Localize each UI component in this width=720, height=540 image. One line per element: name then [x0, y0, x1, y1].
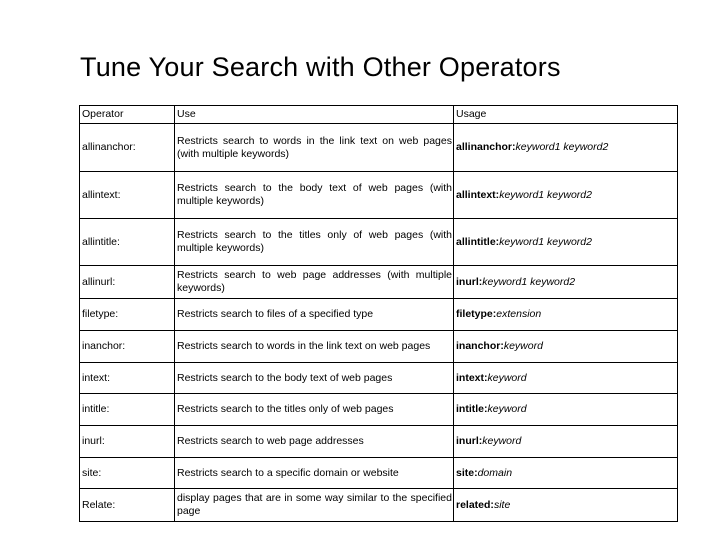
operator-cell: site: [80, 458, 175, 489]
usage-operator: site: [456, 466, 478, 479]
use-cell: Restricts search to a specific domain or website [175, 458, 454, 489]
table-header-row [80, 106, 678, 124]
header-usage: Usage [454, 106, 678, 124]
operator-cell: intext: [80, 363, 175, 394]
use-cell: Restricts search to the body text of web pages (with multiple keywords) [175, 172, 454, 219]
use-cell: Restricts search to web page addresses (with multiple keywords) [175, 266, 454, 299]
use-cell: Restricts search to words in the link text on web pages (with multiple keywords) [175, 124, 454, 172]
operator-cell: allintext: [80, 172, 175, 219]
usage-argument: keyword [487, 371, 527, 384]
operator-cell: filetype: [80, 299, 175, 331]
slide-title: Tune Your Search with Other Operators [80, 52, 561, 82]
use-cell: display pages that are in some way similar to the specified page [175, 489, 454, 522]
use-cell: Restricts search to files of a specified type [175, 299, 454, 331]
usage-cell [454, 331, 678, 363]
use-cell: Restricts search to web page addresses [175, 426, 454, 458]
use-cell: Restricts search to words in the link text on web pages [175, 331, 454, 363]
operator-cell: allintitle: [80, 219, 175, 266]
operators-table [79, 105, 678, 522]
table-row [80, 426, 678, 458]
operator-cell: inurl: [80, 426, 175, 458]
usage-cell [454, 458, 678, 489]
usage-argument: keyword1 keyword2 [482, 275, 576, 288]
use-cell: Restricts search to the titles only of web pages [175, 394, 454, 426]
usage-operator: related: [456, 498, 494, 511]
usage-argument: keyword1 keyword2 [515, 141, 609, 153]
operator-cell: inanchor: [80, 331, 175, 363]
table-row [80, 219, 678, 266]
header-use: Use [175, 106, 454, 124]
table-row [80, 124, 678, 172]
usage-operator: inurl: [456, 435, 483, 447]
usage-argument: extension [496, 308, 542, 320]
usage-argument: domain [477, 466, 513, 479]
usage-operator: allintext: [456, 188, 500, 201]
table-row [80, 458, 678, 489]
table-row [80, 489, 678, 522]
usage-cell [454, 266, 678, 299]
usage-operator: allinanchor: [456, 141, 516, 153]
usage-cell [454, 394, 678, 426]
use-cell: Restricts search to the body text of web pages [175, 363, 454, 394]
table-row [80, 299, 678, 331]
table-row [80, 331, 678, 363]
operator-cell: allinanchor: [80, 124, 175, 172]
usage-operator: allintitle: [456, 235, 500, 248]
usage-operator: intitle: [456, 403, 488, 415]
table-row [80, 363, 678, 394]
table-row [80, 172, 678, 219]
usage-argument: keyword [487, 403, 527, 415]
usage-argument: keyword [482, 435, 522, 447]
usage-argument: keyword1 keyword2 [499, 188, 592, 201]
header-operator: Operator [80, 106, 175, 124]
operator-cell: allinurl: [80, 266, 175, 299]
usage-operator: intext: [456, 371, 488, 384]
usage-cell [454, 299, 678, 331]
usage-cell [454, 489, 678, 522]
use-cell: Restricts search to the titles only of web pages (with multiple keywords) [175, 219, 454, 266]
usage-cell [454, 426, 678, 458]
operator-cell: Relate: [80, 489, 175, 522]
table-row [80, 394, 678, 426]
usage-cell [454, 219, 678, 266]
usage-operator: filetype: [456, 308, 497, 320]
usage-argument: site [493, 498, 511, 511]
usage-argument: keyword1 keyword2 [499, 235, 592, 248]
usage-operator: inurl: [456, 275, 483, 288]
usage-operator: inanchor: [456, 340, 504, 352]
usage-cell [454, 172, 678, 219]
usage-cell [454, 124, 678, 172]
operator-cell: intitle: [80, 394, 175, 426]
usage-cell [454, 363, 678, 394]
usage-argument: keyword [503, 340, 543, 352]
table-row [80, 266, 678, 299]
